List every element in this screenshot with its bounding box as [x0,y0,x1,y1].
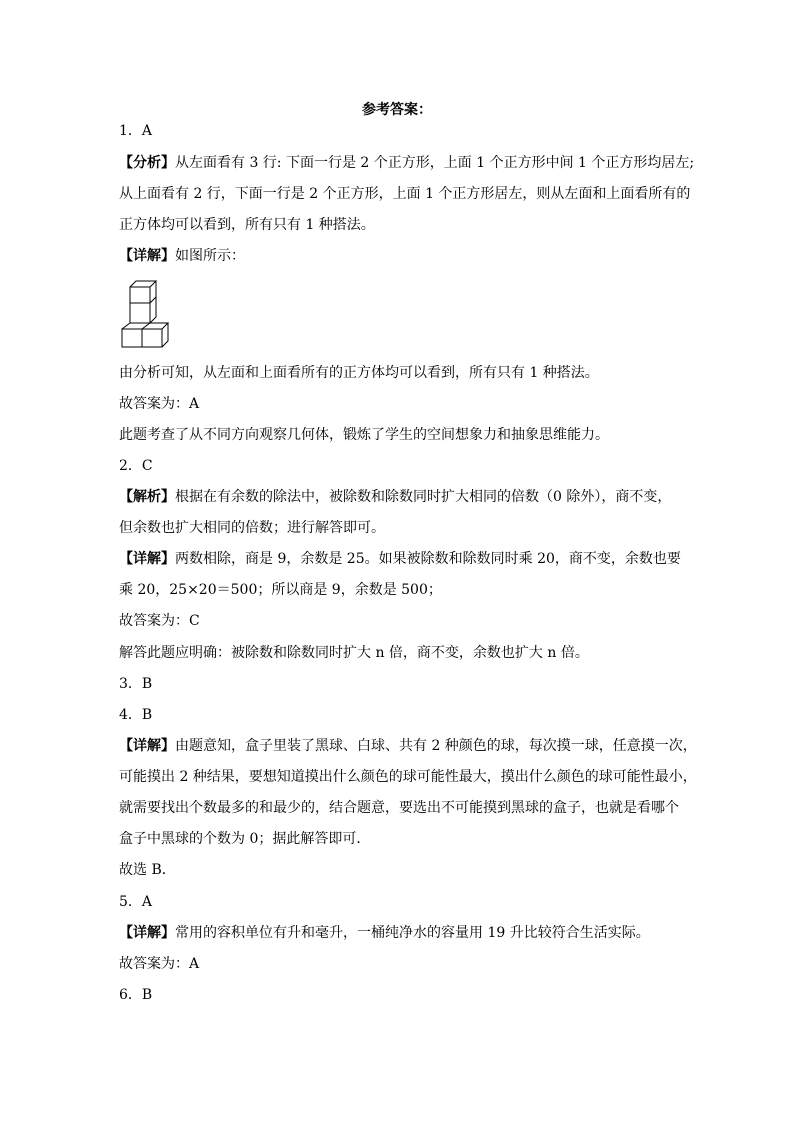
q4-detail-line-3: 就需要找出个数最多的和最少的，结合题意，要选出不可能摸到黑球的盒子，也就是看哪个 [119,800,679,816]
detail-tag: 【详解】 [119,925,175,941]
cube-bottom-left-lid [122,323,130,329]
q1-analysis-line-3: 正方体均可以看到，所有只有 1 种搭法。 [119,217,375,233]
q1-final-answer: 故答案为：A [119,396,200,412]
detail-text: 由题意知，盒子里装了黑球、白球、共有 2 种颜色的球，每次摸一球，任意摸一次， [175,738,697,754]
detail-text: 如图所示： [175,248,245,264]
cube-top-lid [130,281,156,287]
q2-detail-line-1 [119,550,679,568]
cube-bottom-right-lid [142,323,168,329]
q2-final-answer: 故答案为：C [119,613,200,629]
q4-final-answer: 故选 B． [119,862,176,878]
analysis-tag: 【解析】 [119,489,175,505]
q1-conclusion: 由分析可知，从左面和上面看所有的正方体均可以看到，所有只有 1 种搭法。 [119,365,599,381]
cube-bottom-right-front [142,329,162,347]
q1-comment: 此题考查了从不同方向观察几何体，锻炼了学生的空间想象力和抽象思维能力。 [119,427,609,443]
q2-analysis-line-2: 但余数也扩大相同的倍数；进行解答即可。 [119,520,385,536]
detail-text: 常用的容积单位有升和毫升，一桶纯净水的容量用 19 升比较符合生活实际。 [175,925,650,941]
q6-answer: 6．B [119,987,153,1003]
detail-tag: 【详解】 [119,248,175,264]
q5-answer: 5．A [119,894,153,910]
q5-detail-line-1 [119,924,679,942]
q1-analysis-line-2: 从上面看有 2 行，下面一行是 2 个正方形，上面 1 个正方形居左，则从左面和上面看所有的 [119,186,691,202]
cube-middle-front [130,303,150,323]
detail-tag: 【详解】 [119,738,175,754]
cube-bottom-left-front [122,329,142,347]
q2-comment: 解答此题应明确：被除数和除数同时扩大 n 倍，商不变，余数也扩大 n 倍。 [119,645,589,661]
q2-answer: 2．C [119,458,153,474]
q4-answer: 4．B [119,707,153,723]
page-title: 参考答案： [362,102,432,118]
q4-detail-line-4: 盒子中黑球的个数为 0；据此解答即可． [119,831,371,847]
cube-stack-figure [120,279,170,349]
q2-analysis-line-1 [119,488,679,506]
detail-text: 两数相除，商是 9，余数是 25。如果被除数和除数同时乘 20，商不变，余数也要 [175,551,681,567]
q3-answer: 3．B [119,676,153,692]
q4-detail-line-2: 可能摸出 2 种结果，要想知道摸出什么颜色的球可能性最大，摸出什么颜色的球可能性最小， [119,769,697,785]
q1-detail-line-1 [119,247,679,265]
detail-tag: 【详解】 [119,551,175,567]
q5-final-answer: 故答案为：A [119,956,200,972]
analysis-text: 从左面看有 3 行: 下面一行是 2 个正方形，上面 1 个正方形中间 1 个正方形均居左; [175,155,695,171]
analysis-text: 根据在有余数的除法中，被除数和除数同时扩大相同的倍数（0 除外），商不变， [175,489,672,505]
cube-middle-side [150,297,156,323]
analysis-tag: 【分析】 [119,155,175,171]
q1-analysis-line-1 [119,154,695,172]
cube-top-front [130,287,150,303]
q2-detail-line-2: 乘 20，25×20＝500；所以商是 9，余数是 500； [119,582,442,598]
q4-detail-line-1 [119,737,697,755]
q1-answer: 1．A [119,123,153,139]
